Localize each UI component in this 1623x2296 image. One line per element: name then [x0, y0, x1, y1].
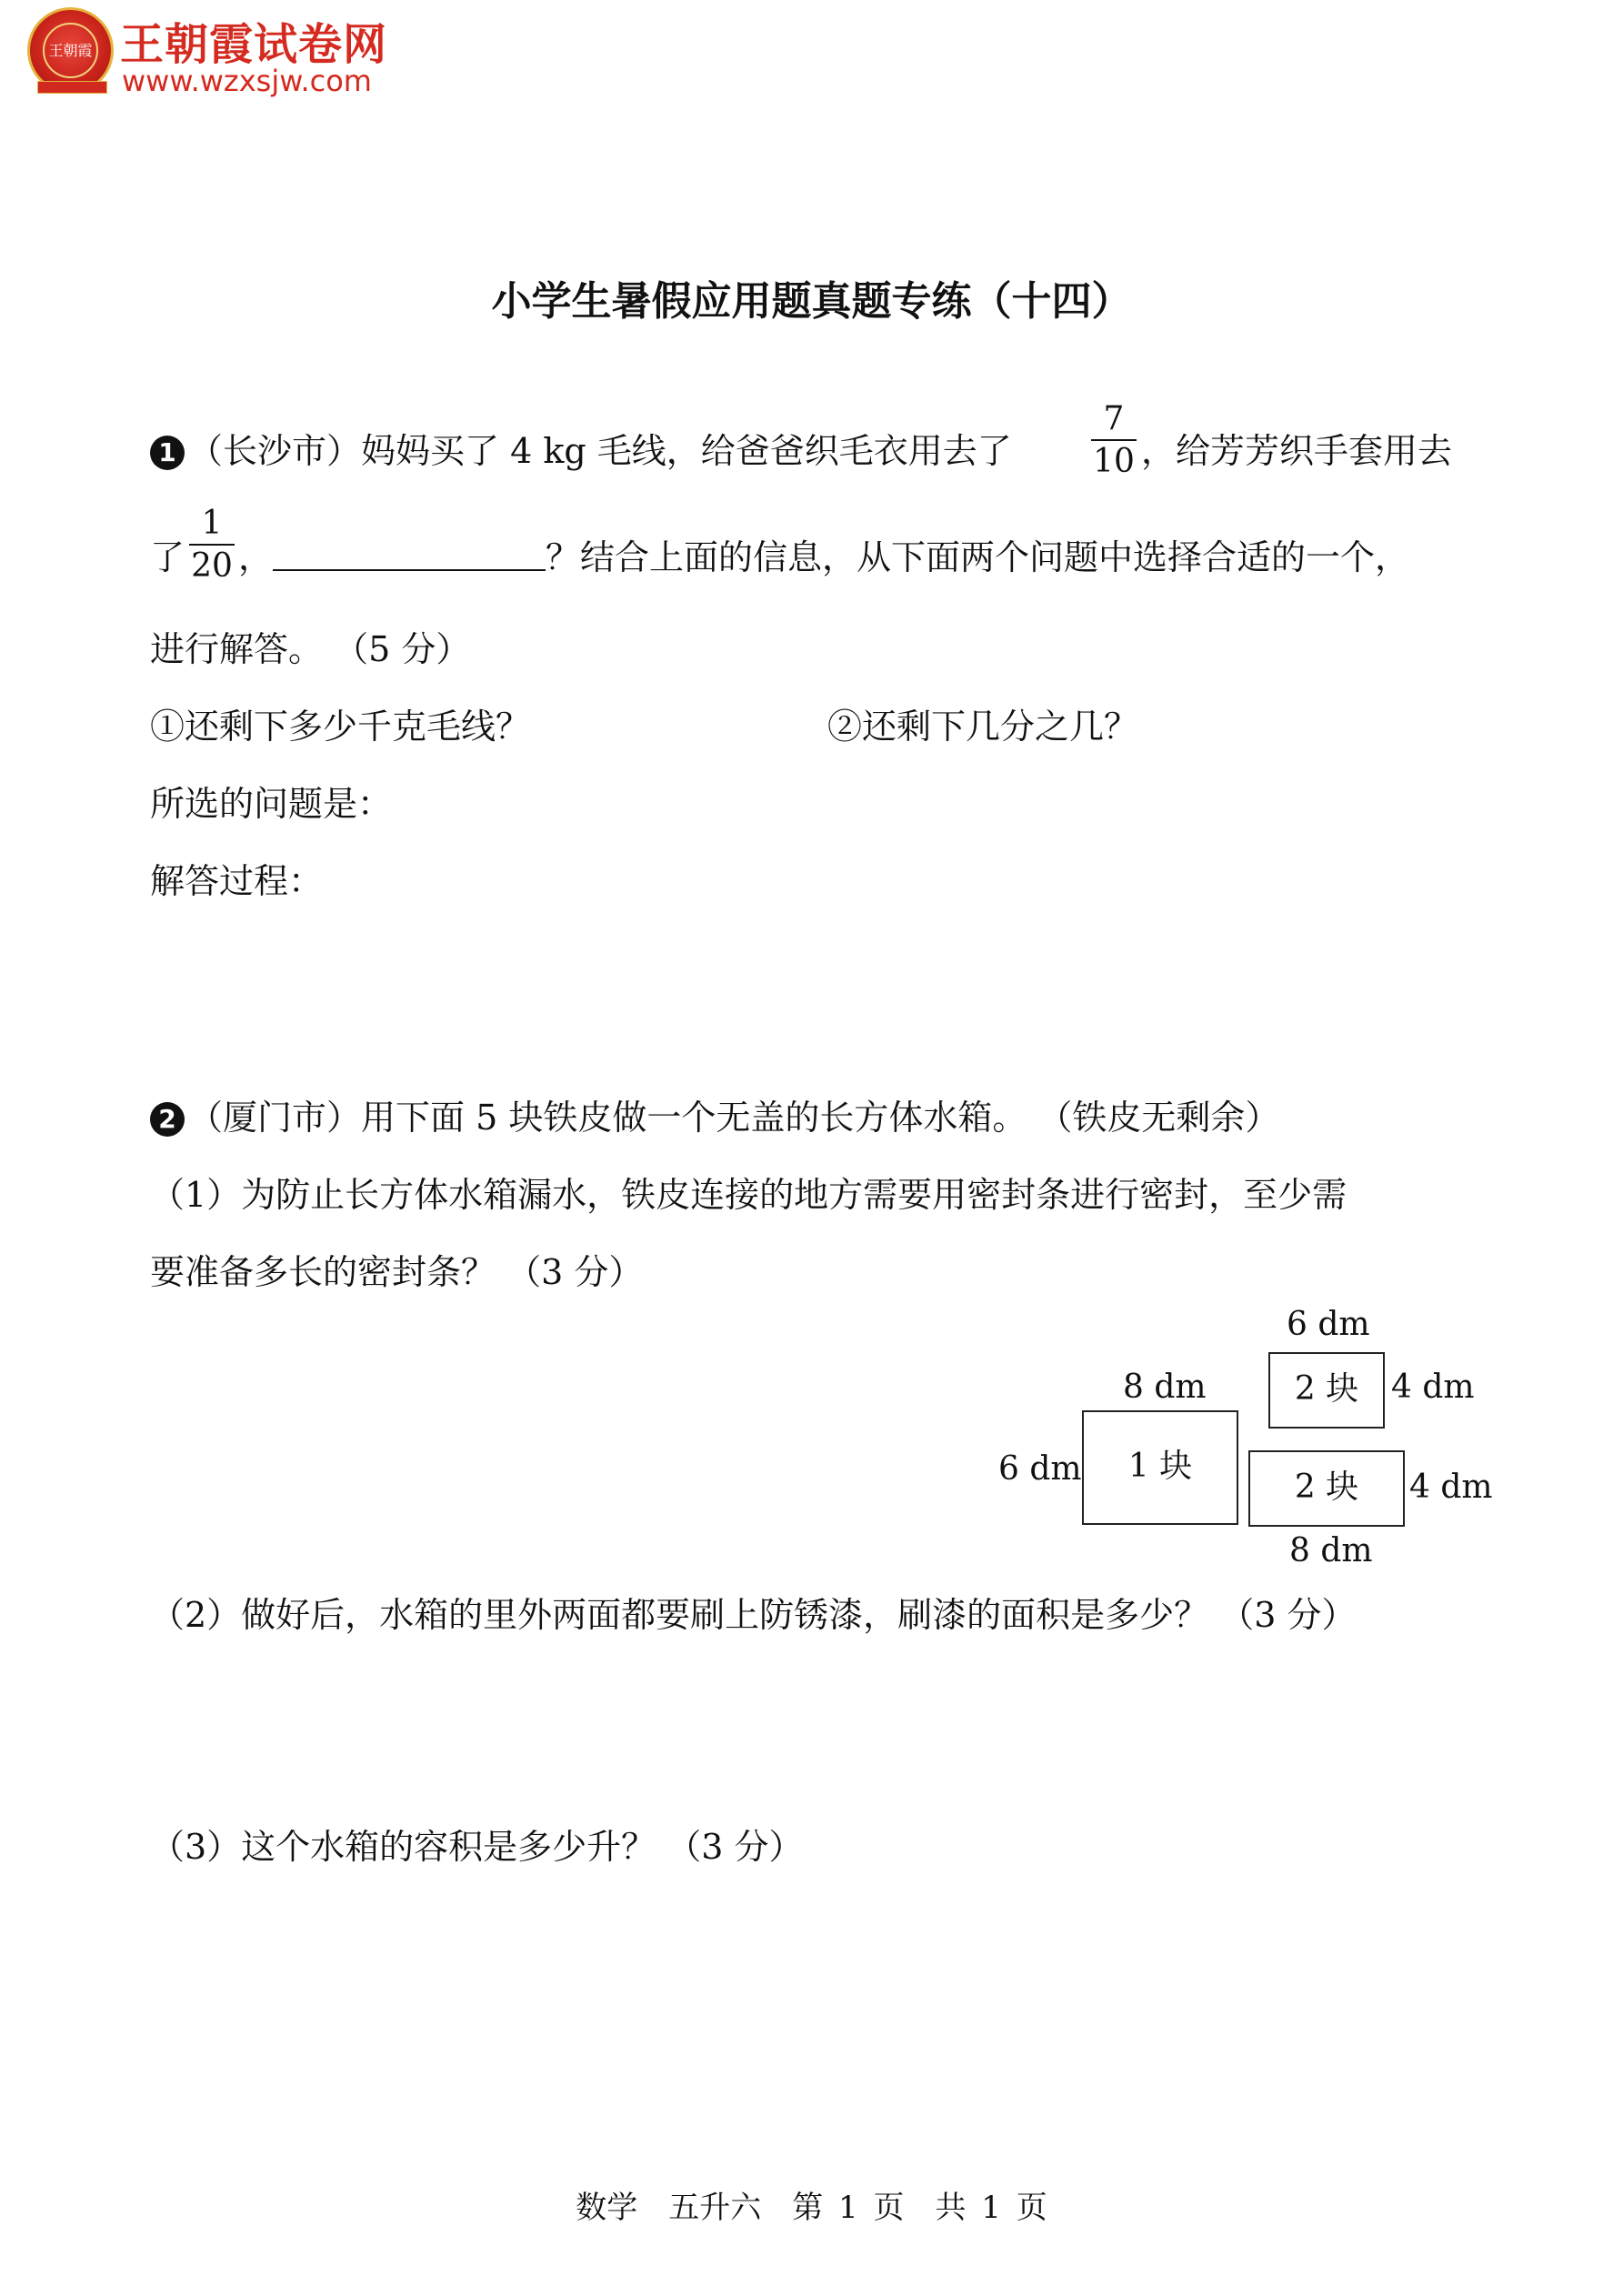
sheet1-left-dim: 6 dm [998, 1450, 1082, 1488]
q1-process-label: 解答过程： [150, 861, 324, 901]
sheet3-label: 2 块 [1294, 1469, 1359, 1506]
q1-comma: ， [238, 537, 274, 577]
fraction-bar [1091, 439, 1137, 441]
q1-fraction-1 [1091, 400, 1137, 480]
q1-option-2: ②还剩下几分之几？ [827, 707, 1139, 747]
sheet2-label: 2 块 [1294, 1370, 1359, 1408]
q2-part1-line1: （1）为防止长方体水箱漏水，铁皮连接的地方需要用密封条进行密封，至少需 [150, 1175, 1347, 1215]
sheet-3 [1248, 1450, 1405, 1527]
fraction-bar [189, 544, 235, 546]
page-title: 小学生暑假应用题真题专练（十四） [491, 278, 1132, 325]
logo-seal [27, 7, 114, 94]
sheet1-top-dim: 8 dm [1123, 1369, 1207, 1406]
logo-ribbon [37, 81, 107, 94]
q2-part2: （2）做好后，水箱的里外两面都要刷上防锈漆，刷漆的面积是多少？ （3 分） [150, 1595, 1357, 1635]
q2-intro-line [150, 1089, 1279, 1139]
q1-fraction-2 [189, 505, 235, 585]
frac2-numerator: 1 [201, 505, 223, 542]
q2-part1-line2: 要准备多长的密封条？ （3 分） [150, 1252, 644, 1292]
q1-line2-rest [238, 529, 1409, 579]
q1-number: 1 [150, 436, 185, 470]
frac2-denominator: 20 [191, 547, 233, 585]
q1-text-after-blank: ？结合上面的信息，从下面两个问题中选择合适的一个， [546, 537, 1410, 577]
logo-text: 王朝霞 [43, 23, 98, 78]
q2-number: 2 [150, 1102, 185, 1137]
frac1-denominator: 10 [1093, 443, 1135, 480]
sheet2-right-dim: 4 dm [1391, 1369, 1475, 1406]
q1-text-before-frac1: （长沙市）妈妈买了 4 kg 毛线，给爸爸织毛衣用去了 [188, 431, 1012, 471]
q1-line2-start: 了 [150, 537, 185, 577]
sheet3-right-dim: 4 dm [1409, 1469, 1493, 1506]
sheet1-label: 1 块 [1127, 1448, 1193, 1485]
q1-text-after-frac1: ，给芳芳织手套用去 [1141, 431, 1453, 471]
sheet-2 [1268, 1352, 1385, 1429]
q1-answer-blank[interactable] [273, 542, 546, 571]
sheet-1 [1082, 1410, 1238, 1525]
page-footer: 数学 五升六 第 1 页 共 1 页 [576, 2190, 1047, 2226]
q2-intro: （厦门市）用下面 5 块铁皮做一个无盖的长方体水箱。 （铁皮无剩余） [188, 1098, 1280, 1138]
frac1-numerator: 7 [1103, 400, 1125, 437]
brand-url: www.wzxsjw.com [122, 64, 372, 98]
q1-option-1: ①还剩下多少千克毛线？ [150, 707, 531, 747]
brand-name: 王朝霞试卷网 [120, 19, 388, 70]
q2-part3: （3）这个水箱的容积是多少升？ （3 分） [150, 1827, 804, 1867]
sheet3-bottom-dim: 8 dm [1289, 1532, 1373, 1569]
q1-line3: 进行解答。 （5 分） [150, 629, 471, 669]
q1-selected-label: 所选的问题是： [150, 784, 393, 824]
q1-line1 [150, 423, 1012, 473]
sheet2-top-dim: 6 dm [1287, 1306, 1370, 1343]
